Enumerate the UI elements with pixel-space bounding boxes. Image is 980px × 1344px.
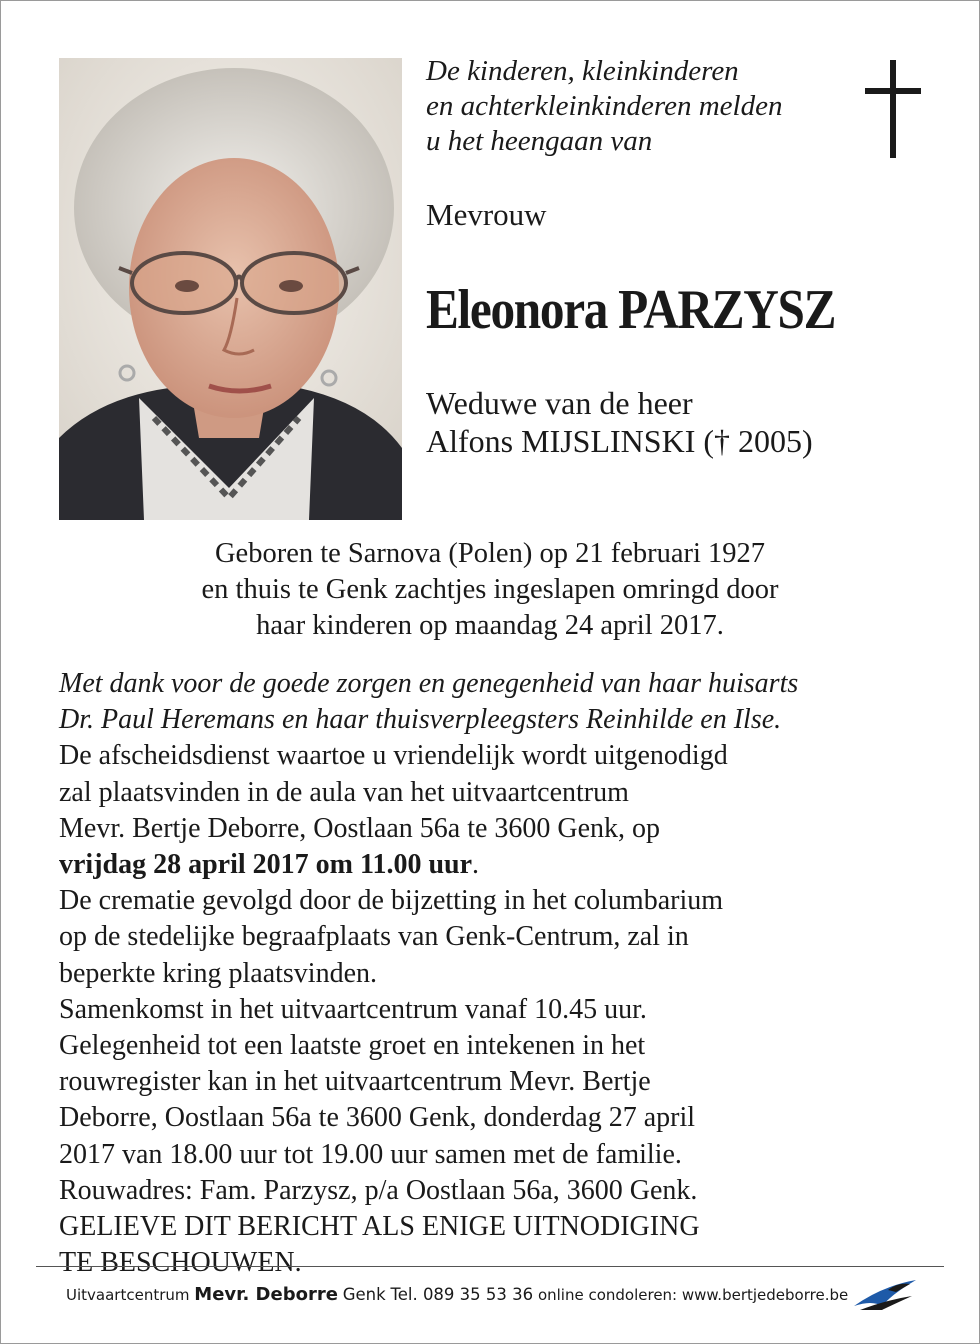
service-date-bold: vrijdag 28 april 2017 om 11.00 uur — [59, 849, 473, 881]
cremation-line: De crematie gevolgd door de bijzetting in het columbarium — [59, 885, 724, 917]
birth-line: haar kinderen op maandag 24 april 2017. — [256, 610, 724, 641]
address-line: Rouwadres: Fam. Parzysz, p/a Oostlaan 56a, 3600 Genk. — [59, 1174, 698, 1206]
visitation-line: Gelegenheid tot een laatste groet en intekenen in het — [59, 1030, 646, 1062]
birth-line: Geboren te Sarnova (Polen) op 21 februari 1927 — [214, 538, 766, 569]
thanks-line: Dr. Paul Heremans en haar thuisverpleegsters Reinhilde en Ilse. — [59, 704, 782, 736]
widow-line: Weduwe van de heer — [426, 385, 693, 421]
cross-icon — [863, 60, 923, 160]
intro-line: De kinderen, kleinkinderen — [426, 55, 739, 87]
widow-line: Alfons MIJSLINSKI († 2005) — [426, 423, 813, 459]
footer-brand: Mevr. Deborre — [194, 1284, 338, 1305]
footer-city: Genk — [342, 1285, 386, 1304]
cremation-line: op de stedelijke begraafplaats van Genk-Centrum, zal in — [59, 921, 689, 953]
service-date — [59, 847, 798, 883]
gathering-line: Samenkomst in het uitvaartcentrum vanaf 10.45 uur. — [59, 993, 647, 1025]
bird-logo-icon — [852, 1276, 918, 1312]
birth-death-details — [0, 536, 980, 644]
service-line: De afscheidsdienst waartoe u vriendelijk wordt uitgenodigd — [59, 740, 728, 772]
intro-text — [426, 54, 782, 159]
service-line: zal plaatsvinden in de aula van het uitvaartcentrum — [59, 776, 629, 808]
notice-line: TE BESCHOUWEN. — [59, 1247, 302, 1279]
service-date-tail: . — [472, 849, 480, 881]
footer-prefix: Uitvaartcentrum — [66, 1286, 190, 1304]
service-line: Mevr. Bertje Deborre, Oostlaan 56a te 3600 Genk, op — [59, 812, 661, 844]
footer-divider — [36, 1266, 944, 1267]
intro-line: en achterkleinkinderen melden — [426, 90, 783, 122]
deceased-name: Eleonora PARZYSZ — [426, 279, 836, 341]
salutation: Mevrouw — [426, 197, 547, 232]
visitation-line: 2017 van 18.00 uur tot 19.00 uur samen met de familie. — [59, 1138, 682, 1170]
thanks-line: Met dank voor de goede zorgen en genegenheid van haar huisarts — [59, 668, 799, 699]
obituary-body — [59, 666, 798, 1281]
footer-phone: Tel. 089 35 53 36 — [390, 1285, 534, 1304]
portrait-image — [59, 58, 402, 520]
birth-line: en thuis te Genk zachtjes ingeslapen omringd door — [201, 574, 779, 605]
cremation-line: beperkte kring plaatsvinden. — [59, 957, 378, 989]
portrait-photo — [59, 58, 402, 520]
visitation-line: Deborre, Oostlaan 56a te 3600 Genk, donderdag 27 april — [59, 1102, 696, 1134]
footer-condolence-link[interactable]: online condoleren: www.bertjedeborre.be — [537, 1286, 849, 1304]
visitation-line: rouwregister kan in het uitvaartcentrum Mevr. Bertje — [59, 1066, 651, 1098]
widow-of — [426, 384, 813, 460]
intro-line: u het heengaan van — [426, 125, 653, 157]
notice-line: GELIEVE DIT BERICHT ALS ENIGE UITNODIGING — [59, 1211, 700, 1243]
footer — [66, 1284, 848, 1305]
